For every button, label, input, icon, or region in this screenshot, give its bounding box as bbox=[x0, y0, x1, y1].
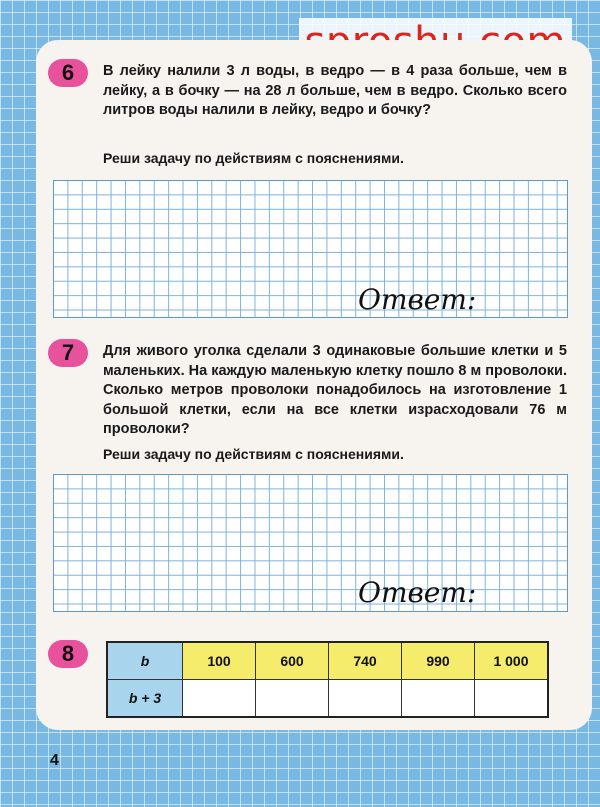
task-8-table bbox=[106, 641, 549, 718]
answer-cell[interactable] bbox=[475, 680, 549, 718]
value-cell: 990 bbox=[402, 642, 475, 680]
row-header-b-plus-3: b + 3 bbox=[107, 680, 183, 718]
value-cell: 1 000 bbox=[475, 642, 549, 680]
value-cell: 740 bbox=[329, 642, 402, 680]
task-7-instruction: Реши задачу по действиям с пояснениями. bbox=[103, 446, 404, 462]
answer-cell[interactable] bbox=[256, 680, 329, 718]
table-row bbox=[107, 680, 548, 718]
task-8-badge: 8 bbox=[48, 640, 88, 668]
task-7-badge: 7 bbox=[48, 339, 88, 367]
page-number: 4 bbox=[50, 752, 59, 769]
task-7-text: Для живого уголка сделали 3 одинаковые большие клетки и 5 маленьких. На каждую маленькую клетку пошло 8 м проволоки. Сколько метров проволоки понадобилось на изготовление 1 большой клетки, если на все клетки израсходовали 76 м проволоки? bbox=[103, 343, 567, 437]
task-7-answer-label: Ответ: bbox=[358, 576, 477, 609]
task-6-text: В лейку налили 3 л воды, в ведро — в 4 раза больше, чем в лейку, а в бочку — на 28 л больше, чем в ведро. Сколько всего литров воды налили в лейку, ведро и бочку? bbox=[103, 63, 567, 118]
task-6-badge: 6 bbox=[48, 59, 88, 87]
value-cell: 600 bbox=[256, 642, 329, 680]
answer-cell[interactable] bbox=[183, 680, 256, 718]
task-7-answer-grid[interactable] bbox=[53, 474, 568, 612]
table-row bbox=[107, 642, 548, 680]
value-cell: 100 bbox=[183, 642, 256, 680]
task-6-answer-grid[interactable] bbox=[53, 180, 568, 318]
task-6-instruction: Реши задачу по действиям с пояснениями. bbox=[103, 150, 404, 166]
answer-cell[interactable] bbox=[402, 680, 475, 718]
task-6-answer-label: Ответ: bbox=[358, 283, 477, 316]
answer-cell[interactable] bbox=[329, 680, 402, 718]
row-header-b: b bbox=[107, 642, 183, 680]
